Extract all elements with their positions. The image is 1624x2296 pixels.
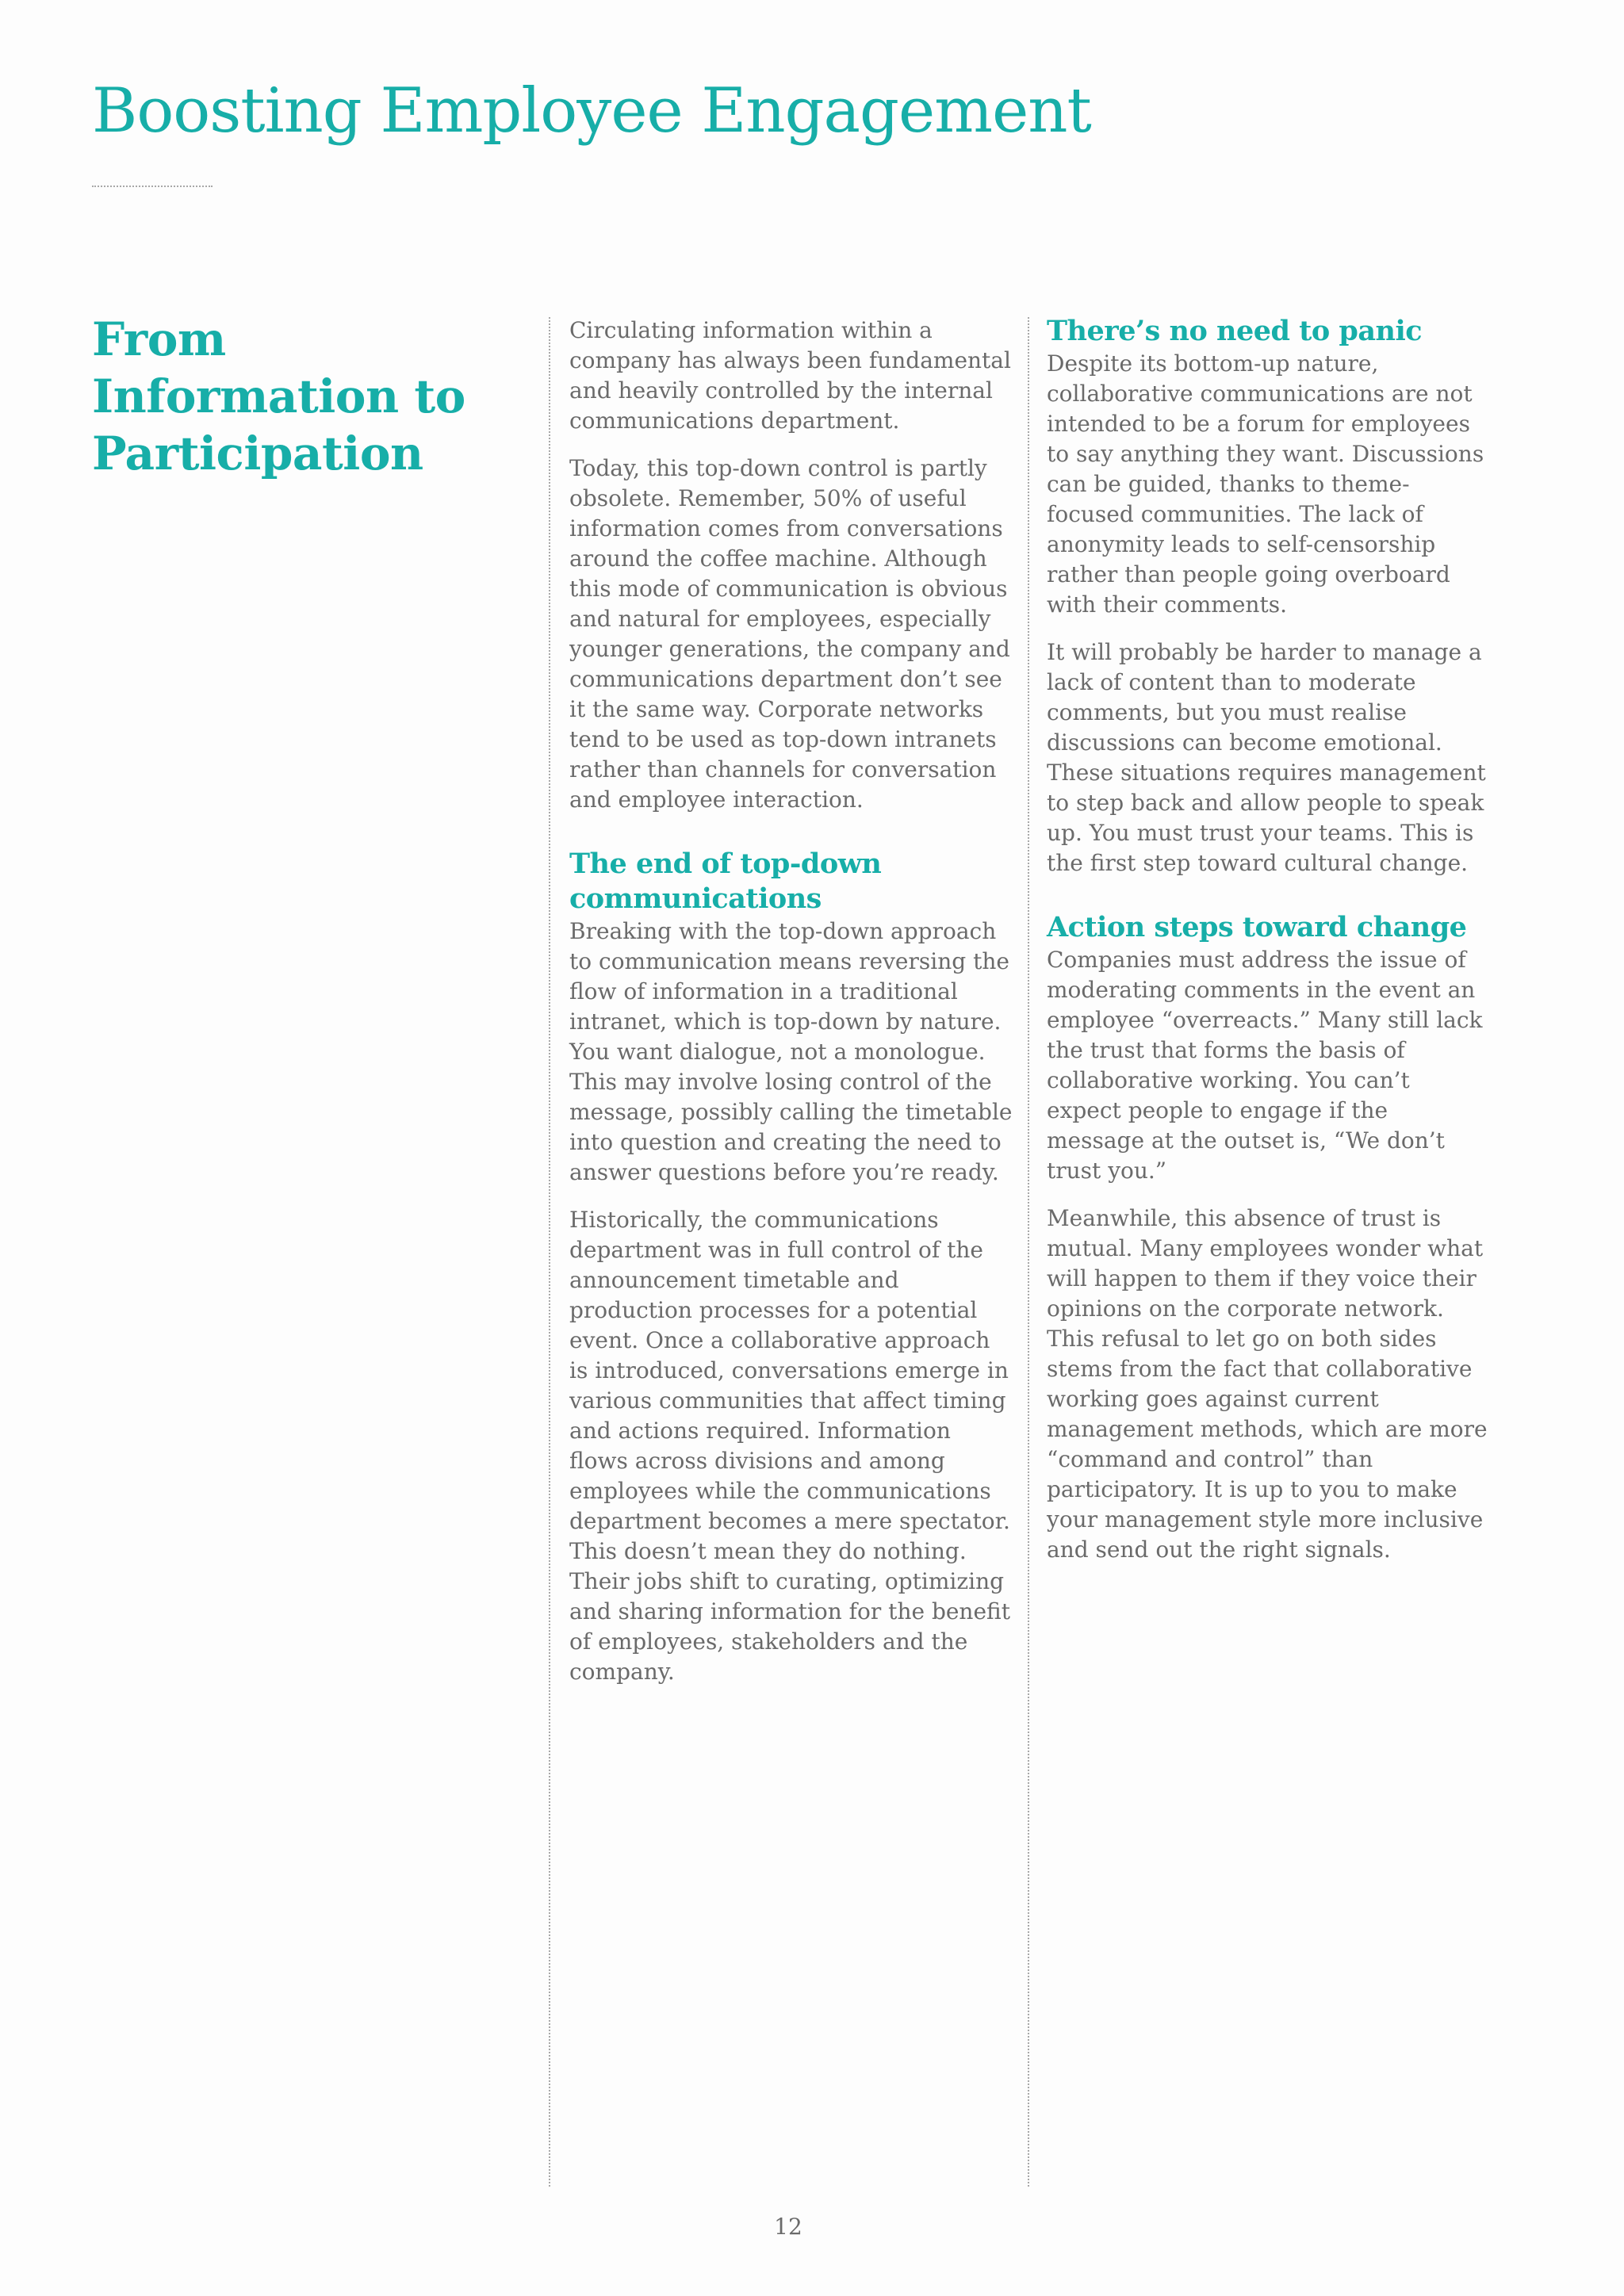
middle-paragraph-4: Historically, the communications department was in full control of the announcement timetable and production processes for a potential event. Once a collaborative approach is introduced, conversations emerge in various communities that affect timing and actions required. Information flows across divisions and among employees while the communications department becomes a mere spectator. This doesn’t mean they do nothing. Their jobs shift to curating, optimizing and sharing information for the benefit of employees, stakeholders and the company.: [569, 1207, 1010, 1685]
subheading-end-of-top-down: The end of top-down communications: [569, 848, 882, 915]
middle-paragraph-2: Today, this top-down control is partly obsolete. Remember, 50% of useful information comes from conversations around the coffee machine. Although this mode of communication is obvious and natural for employees, especially younger generations, the company and communications department don’t see it the same way. Corporate networks tend to be used as top-down intranets rather than channels for conversation and employee interaction.: [569, 455, 1010, 813]
column-divider-right: [1028, 317, 1029, 2187]
subheading-action-steps: Action steps toward change: [1047, 911, 1467, 943]
subheading-no-need-to-panic: There’s no need to panic: [1047, 315, 1423, 347]
right-paragraph-2: It will probably be harder to manage a lack of content than to moderate comments, but you must realise discussions can become emotional. These situations requires management to step back and allow people to speak up. You must trust your teams. This is the first step toward cultural change.: [1047, 639, 1486, 876]
middle-column: [569, 316, 1013, 1705]
right-paragraph-3: Companies must address the issue of moderating comments in the event an employee “overreacts.” Many still lack the trust that forms the basis of collaborative working. You can’t expect people to engage if the message at the outset is, “We don’t trust you.”: [1047, 947, 1483, 1184]
page-title: Boosting Employee Engagement: [92, 75, 1091, 147]
middle-paragraph-1: Circulating information within a company has always been fundamental and heavily controlled by the internal communications department.: [569, 317, 1011, 434]
right-paragraph-1: Despite its bottom-up nature, collaborative communications are not intended to be a forum for employees to say anything they want. Discussions can be guided, thanks to theme-focused communities. The lack of anonymity leads to self-censorship rather than people going overboard with their comments.: [1047, 350, 1484, 618]
right-paragraph-4: Meanwhile, this absence of trust is mutual. Many employees wonder what will happen to them if they voice their opinions on the corporate network. This refusal to let go on both sides stems from the fact that collaborative working goes against current management methods, which are more “command and control” than participatory. It is up to you to make your management style more inclusive and send out the right signals.: [1047, 1205, 1488, 1563]
title-divider: [92, 186, 213, 187]
middle-paragraph-3: Breaking with the top-down approach to communication means reversing the flow of information in a traditional intranet, which is top-down by nature. You want dialogue, not a monologue. This may involve losing control of the message, possibly calling the timetable into question and creating the need to answer questions before you’re ready.: [569, 918, 1013, 1185]
section-heading: From Information to Participation: [92, 312, 465, 480]
right-column: [1047, 314, 1491, 1582]
page-number: 12: [774, 2214, 802, 2240]
column-divider-left: [549, 317, 550, 2187]
